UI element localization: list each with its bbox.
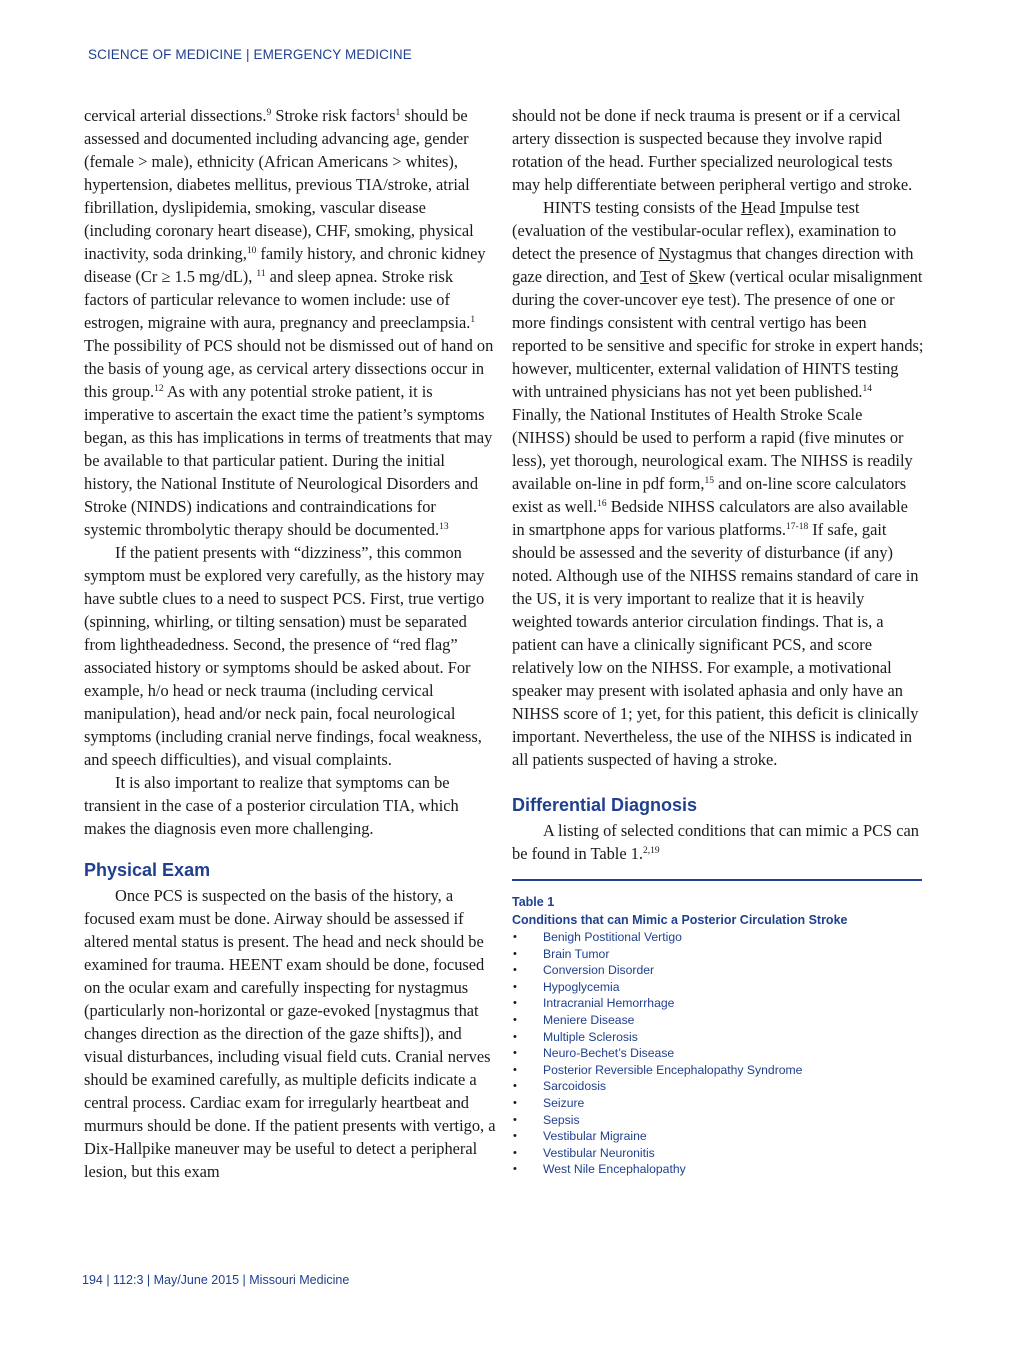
citation: 1 (470, 315, 476, 325)
list-item (512, 946, 922, 963)
list-item-label: Brain Tumor (543, 946, 610, 961)
list-item-label: Seizure (543, 1095, 585, 1110)
bullet-icon: • (513, 1047, 517, 1060)
bullet-icon: • (513, 1096, 517, 1109)
list-item-label: Multiple Sclerosis (543, 1029, 638, 1044)
paragraph-differential: A listing of selected conditions that can mimic a PCS can be found in Table 1.$^{2,19}$ (512, 821, 920, 863)
right-column (512, 104, 924, 1178)
bullet-icon: • (513, 1030, 517, 1043)
citation: 11 (256, 269, 266, 279)
citation: 17-18 (786, 522, 809, 532)
list-item-label: West Nile Encephalopathy (543, 1162, 686, 1177)
list-item (512, 1128, 922, 1145)
citation: 12 (154, 384, 164, 394)
list-item-label: Neuro-Bechet’s Disease (543, 1046, 675, 1061)
list-item (512, 1012, 922, 1029)
list-item (512, 979, 922, 996)
list-item (512, 1029, 922, 1046)
list-item-label: Vestibular Migraine (543, 1129, 647, 1144)
bullet-icon: • (513, 1146, 517, 1159)
list-item-label: Vestibular Neuronitis (543, 1145, 655, 1160)
table-title: Conditions that can Mimic a Posterior Circulation Stroke (512, 913, 848, 927)
paragraph-transient: It is also important to realize that symptoms can be transient in the case of a posterior circulation TIA, which makes the diagnosis even more challenging. (84, 773, 459, 838)
list-item (512, 1078, 922, 1095)
bullet-icon: • (513, 1080, 517, 1093)
paragraph-physical-exam: Once PCS is suspected on the basis of the history, a focused exam must be done. Airway should be assessed if altered mental status is present. The head and neck should be examined for trauma. HEENT exam should be done, focused on the ocular exam and carefully inspecting for nystagmus (particularly non-horizontal or gaze-evoked [nystagmus that changes direction as the direction of the gaze shifts]), and visual disturbances, including visual field cuts. Cranial nerves should be examined carefully, as multiple deficits indicate a central process. Cardiac exam for irregularly heartbeat and murmurs should be done. If the patient presents with vertigo, a Dix-Hallpike maneuver may be useful to detect a peripheral lesion, but this exam (84, 886, 496, 1181)
page-footer: 194 | 112:3 | May/June 2015 | Missouri Medicine (82, 1273, 350, 1287)
list-item (512, 929, 922, 946)
list-item-label: Meniere Disease (543, 1012, 635, 1027)
bullet-icon: • (513, 1163, 517, 1176)
list-item (512, 1045, 922, 1062)
bullet-icon: • (513, 1113, 517, 1126)
bullet-icon: • (513, 1130, 517, 1143)
list-item-label: Conversion Disorder (543, 963, 655, 978)
list-item (512, 1112, 922, 1129)
list-item (512, 1095, 922, 1112)
bullet-icon: • (513, 1063, 517, 1076)
bullet-icon: • (513, 931, 517, 943)
paragraph-hints: HINTS testing consists of the Head Impulse test (evaluation of the vestibular-ocular reflex), examination to detect the presence of Nystagmus that changes direction with gaze direction, and Test of Skew (vertical ocular misalignment during the cover-uncover eye test). The presence of one or more findings consistent with central vertigo has been reported to be sensitive and specific for stroke in expert hands; however, multicenter, external validation of HINTS testing with untrained physicians has not yet been published.$^{14}$ Finally, the National Institutes of Health Stroke Scale (NIHSS) should be used to perform a rapid (five minutes or less), yet thorough, neurological exam. The NIHSS is readily available on-line in pdf form,$^{15}$ and on-line score calculators exist as well.$^{16}$ Bedside NIHSS calculators are also available in smartphone apps for various platforms.$^{17-18}$ If safe, gait should be assessed and the severity of disturbance (if any) noted. Although use of the NIHSS remains standard of care in the US, it is very important to realize that it is heavily weighted towards anterior circulation findings. That is, a patient can have a clinically significant PCS, and score relatively low on the NIHSS. For example, a motivational speaker may present with isolated aphasia and only have an NIHSS score of 1; yet, for this patient, this deficit is clinically important. Nevertheless, the use of the NIHSS is indicated in all patients suspected of having a stroke. (512, 198, 924, 769)
bullet-icon: • (513, 1013, 517, 1026)
list-item-label: Posterior Reversible Encephalopathy Syndrome (543, 1062, 803, 1077)
bullet-icon: • (513, 947, 517, 960)
bullet-icon: • (513, 997, 517, 1010)
paragraph-risk-factors: cervical arterial dissections.$^9$ Stroke risk factors$^1$ should be assessed and documented including advancing age, gender (female > male), ethnicity (African Americans > whites), hypertension, diabetes mellitus, previous TIA/stroke, atrial fibrillation, dyslipidemia, smoking, vascular disease (including coronary heart disease), CHF, smoking, physical inactivity, soda drinking,$^{10}$ family history, and chronic kidney disease (Cr ≥ 1.5 mg/dL), $^{11}$ and sleep apnea. Stroke risk factors of particular relevance to women include: use of estrogen, migraine with aura, pregnancy and preeclampsia.$^1$ The possibility of PCS should not be dismissed out of hand on the basis of young age, as cervical artery dissections occur in this group.$^{12}$ As with any potential stroke patient, it is imperative to ascertain the exact time the patient’s symptoms began, as this has implications in terms of treatments that may be available to that particular patient. During the initial history, the National Institute of Neurological Disorders and Stroke (NINDS) indications and contraindications for systemic thrombolytic therapy should be documented.$^{13}$ (84, 106, 494, 539)
citation: 10 (246, 246, 257, 256)
citation: 15 (704, 476, 715, 486)
table-list (512, 929, 922, 1178)
list-item (512, 995, 922, 1012)
table-1 (512, 879, 922, 1178)
bullet-icon: • (513, 964, 517, 977)
list-item (512, 1062, 922, 1079)
list-item-label: Intracranial Hemorrhage (543, 996, 675, 1011)
list-item (512, 1145, 922, 1162)
list-item-label: Sarcoidosis (543, 1079, 606, 1094)
section-heading-physical-exam: Physical Exam (84, 860, 211, 880)
bullet-icon: • (513, 980, 517, 993)
citation: 9 (266, 108, 272, 118)
list-item (512, 1161, 922, 1178)
citation: 1 (395, 108, 401, 118)
citation: 16 (597, 499, 607, 509)
section-heading-differential: Differential Diagnosis (512, 795, 698, 815)
left-column (84, 104, 496, 1183)
table-label: Table 1 (512, 895, 555, 909)
citation: 13 (439, 522, 449, 532)
list-item-label: Hypoglycemia (543, 979, 620, 994)
list-item-label: Sepsis (543, 1112, 580, 1127)
paragraph-neck-trauma: should not be done if neck trauma is present or if a cervical artery dissection is suspected because they involve rapid rotation of the head. Further specialized neurological tests may help differentiate between peripheral vertigo and stroke. (512, 106, 913, 194)
list-item (512, 962, 922, 979)
citation: 2,19 (643, 846, 660, 856)
list-item-label: Benigh Postitional Vertigo (543, 930, 682, 944)
running-header: SCIENCE OF MEDICINE | EMERGENCY MEDICINE (88, 47, 412, 62)
citation: 14 (862, 384, 873, 394)
paragraph-dizziness: If the patient presents with “dizziness”, this common symptom must be explored very carefully, as the history may have subtle clues to a need to suspect PCS. First, true vertigo (spinning, whirling, or tilting sensation) must be separated from lightheadedness. Second, the presence of “red flag” associated history or symptoms should be asked about. For example, h/o head or neck trauma (including cervical manipulation), head and/or neck pain, focal neurological symptoms (including cranial nerve findings, focal weakness, and speech difficulties), and visual complaints. (84, 543, 485, 769)
